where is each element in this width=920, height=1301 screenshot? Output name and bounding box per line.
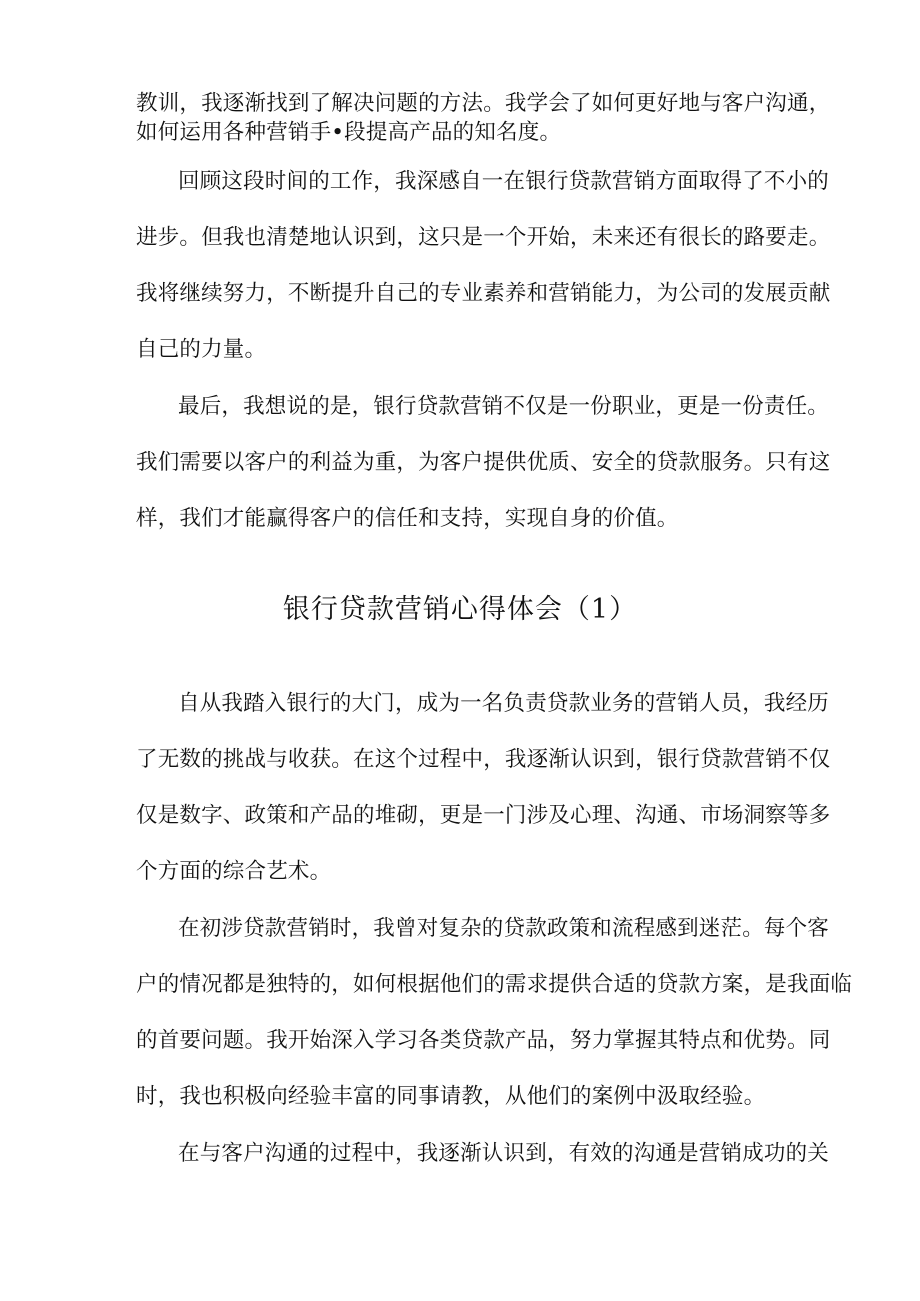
paragraph-line: 在与客户沟通的过程中，我逐渐认识到，有效的沟通是营销成功的关 — [178, 1141, 830, 1166]
paragraph-line: 我将继续努力，不断提升自己的专业素养和营销能力，为公司的发展贡献 — [136, 281, 831, 306]
paragraph-line: 户的情况都是独特的，如何根据他们的需求提供合适的贷款方案，是我面临 — [136, 972, 853, 997]
paragraph-line: 仅是数字、政策和产品的堆砌，更是一门涉及心理、沟通、市场洞察等多 — [136, 803, 831, 828]
paragraph-line: 最后，我想说的是，银行贷款营销不仅是一份职业，更是一份责任。 — [178, 394, 830, 419]
paragraph-line: 自从我踏入银行的大门，成为一名负责贷款业务的营销人员，我经历 — [178, 691, 830, 716]
paragraph-line: 教训，我逐渐找到了解决问题的方法。我学会了如何更好地与客户沟通， — [136, 91, 831, 116]
paragraph-line: 时，我也积极向经验丰富的同事请教，从他们的案例中汲取经验。 — [136, 1084, 766, 1109]
paragraph-line: 回顾这段时间的工作，我深感自一在银行贷款营销方面取得了不小的 — [178, 169, 830, 194]
paragraph-line: 样，我们才能赢得客户的信任和支持，实现自身的价值。 — [136, 506, 679, 531]
paragraph-line: 的首要问题。我开始深入学习各类贷款产品，努力掌握其特点和优势。同 — [136, 1028, 831, 1053]
paragraph-line: 了无数的挑战与收获。在这个过程中，我逐渐认识到，银行贷款营销不仅 — [136, 747, 831, 772]
paragraph-line: 在初涉贷款营销时，我曾对复杂的贷款政策和流程感到迷茫。每个客 — [178, 916, 830, 941]
section-title: 银行贷款营销心得体会（1） — [282, 594, 638, 625]
paragraph-line: 进步。但我也清楚地认识到，这只是一个开始，未来还有很长的路要走。 — [136, 225, 831, 250]
paragraph-line: 个方面的综合艺术。 — [136, 859, 332, 884]
paragraph-line: 我们需要以客户的利益为重，为客户提供优质、安全的贷款服务。只有这 — [136, 450, 831, 475]
paragraph-line: 自己的力量。 — [136, 337, 267, 362]
paragraph-line: 如何运用各种营销手•段提高产品的知名度。 — [136, 120, 562, 145]
